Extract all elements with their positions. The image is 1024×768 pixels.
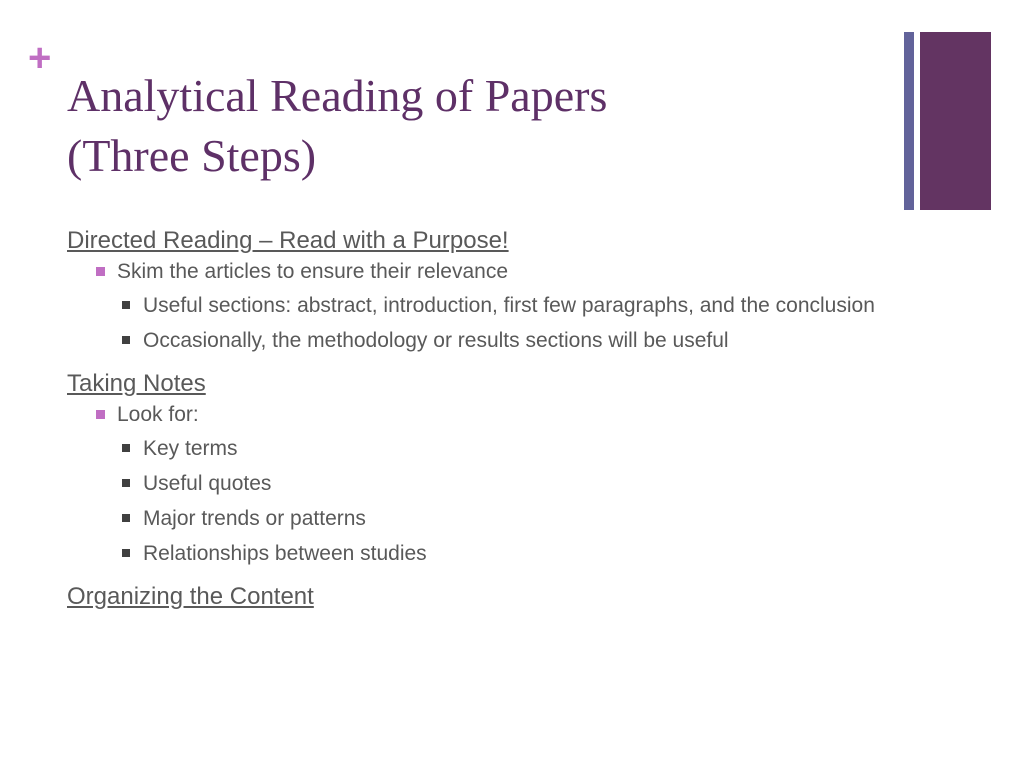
section-heading: Directed Reading – Read with a Purpose! — [67, 227, 509, 254]
sub-bullet-point — [67, 437, 887, 461]
slide-content — [67, 226, 887, 632]
sub-bullet-text: Relationships between studies — [143, 542, 427, 565]
square-bullet-icon — [122, 444, 130, 452]
sub-bullet-point — [67, 472, 887, 496]
slide-title — [67, 66, 887, 186]
section-heading: Taking Notes — [67, 370, 206, 397]
sub-bullet-text: Major trends or patterns — [143, 507, 366, 530]
section-directed-reading — [67, 226, 887, 353]
bullet-text: Skim the articles to ensure their relevance — [117, 260, 509, 283]
sub-bullet-text: Useful sections: abstract, introduction, first few paragraphs, and the conclusion — [143, 294, 875, 317]
square-bullet-icon — [122, 301, 130, 309]
sub-bullet-text: Occasionally, the methodology or results sections will be useful — [143, 329, 729, 352]
bullet-text: Look for: — [117, 403, 199, 426]
sub-bullet-point — [67, 542, 887, 566]
sub-bullet-point — [67, 507, 887, 531]
sub-bullet-point — [67, 329, 887, 353]
plus-icon: + — [28, 36, 52, 80]
square-bullet-icon — [122, 336, 130, 344]
section-organizing-content — [67, 582, 887, 616]
section-heading: Organizing the Content — [67, 583, 314, 610]
sub-bullet-point — [67, 294, 887, 318]
square-bullet-icon — [122, 514, 130, 522]
title-line-2: (Three Steps) — [67, 130, 317, 181]
sub-bullet-text: Useful quotes — [143, 472, 272, 495]
title-line-1: Analytical Reading of Papers — [67, 70, 608, 121]
bullet-point — [67, 260, 887, 284]
decorative-bar-thin — [904, 32, 914, 210]
square-bullet-icon — [96, 267, 105, 276]
square-bullet-icon — [122, 549, 130, 557]
sub-bullet-text: Key terms — [143, 437, 238, 460]
square-bullet-icon — [122, 479, 130, 487]
square-bullet-icon — [96, 410, 105, 419]
section-taking-notes — [67, 369, 887, 566]
decorative-bar-thick — [920, 32, 991, 210]
bullet-point — [67, 403, 887, 427]
